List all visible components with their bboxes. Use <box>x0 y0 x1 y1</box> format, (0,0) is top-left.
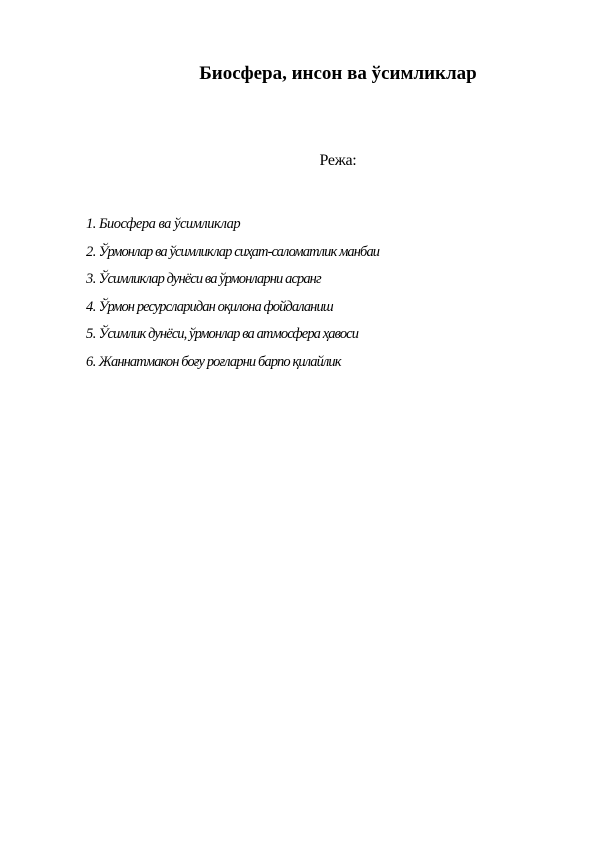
plan-item-number: 3. <box>86 271 96 287</box>
plan-item-text: Биосфера ва ўсимликлар <box>99 216 241 232</box>
plan-list <box>86 211 546 376</box>
plan-item-number: 6. <box>86 353 96 370</box>
plan-item-text: Жаннатмакон боғу роғларни барпо қилайлик <box>98 353 341 370</box>
plan-item <box>86 239 546 267</box>
plan-item <box>86 349 546 377</box>
plan-item <box>86 211 546 239</box>
plan-item-text: Ўрмон ресурсларидан оқилона фойдаланиш <box>98 298 333 315</box>
plan-item <box>86 266 546 294</box>
plan-item-number: 5. <box>86 326 96 342</box>
plan-item-text: Ўрмонлар ва ўсимликлар сиҳат-саломатлик манбаи <box>98 243 380 260</box>
plan-item-number: 4. <box>86 298 96 315</box>
plan-heading: Режа: <box>319 152 357 169</box>
plan-item <box>86 294 546 322</box>
plan-item-text: Ўсимлик дунёси, ўрмонлар ва атмосфера ҳавоси <box>98 326 359 342</box>
document-title: Биосфера, инсон ва ўсимликлар <box>199 63 477 84</box>
plan-item <box>86 321 546 349</box>
plan-item-text: Ўсимликлар дунёси ва ўрмонларни асранг <box>98 271 321 287</box>
plan-item-number: 2. <box>86 243 96 260</box>
plan-item-number: 1. <box>86 216 96 232</box>
